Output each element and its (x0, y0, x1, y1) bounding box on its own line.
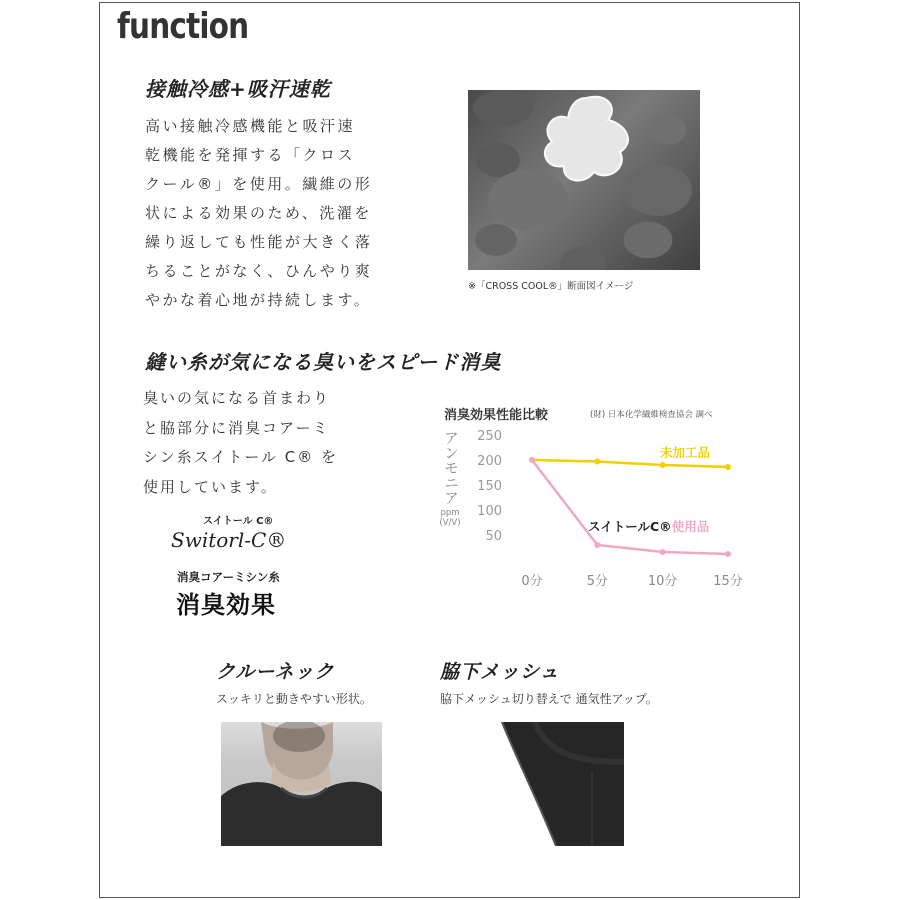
x-tick-label: 0分 (521, 574, 543, 589)
section2-heading: 縫い糸が気になる臭いをスピード消臭 (145, 350, 502, 374)
y-tick-label: 200 (477, 454, 502, 469)
section1-body: 高い接触冷感機能と吸汗速 乾機能を発揮する「クロス クール®」を使用。繊維の形 状による効果のため、洗濯を 繰り返しても性能が大きく落 ちることがなく、ひんやり爽 やかな着心地が持続します。 (145, 117, 373, 309)
series-line (532, 460, 728, 554)
fiber-cross-section-graphic (468, 90, 700, 270)
crew-neck-illustration (221, 722, 382, 846)
chart-yunit: ppm (V/V) (439, 508, 461, 528)
underarm-mesh-illustration (472, 722, 624, 846)
series-label-untreated: 未加工品 (660, 445, 711, 460)
series-line (532, 460, 728, 467)
ammonia-chart (470, 425, 750, 595)
series-point (725, 551, 731, 557)
chart-source: (財) 日本化学繊維検査協会 調べ (590, 410, 713, 420)
feature-crew-neck-desc: スッキリと動きやすい形状。 (216, 692, 372, 706)
y-tick-label: 250 (477, 429, 502, 444)
section1-heading: 接触冷感+吸汗速乾 (145, 77, 331, 101)
x-tick-label: 10分 (647, 574, 678, 589)
chart-ylabel: アンモニア (442, 430, 460, 505)
series-point (594, 542, 600, 548)
series-label-switorl (588, 519, 710, 534)
chart-title: 消臭効果性能比較 (444, 408, 549, 423)
series-point (660, 462, 666, 468)
feature-crew-neck-heading: クルーネック (216, 661, 335, 683)
page-title: function (117, 6, 249, 47)
feature-mesh-desc: 脇下メッシュ切り替えで 通気性アップ。 (440, 692, 658, 706)
section2-body: 臭いの気になる首まわり と脇部分に消臭コアーミ シン糸スイトール C® を 使用しています。 (143, 389, 339, 496)
fiber-image-caption: ※「CROSS COOL®」断面図イメージ (468, 281, 634, 292)
deodorant-thread-label: 消臭コアーミシン糸 (177, 570, 280, 584)
x-tick-label: 5分 (586, 574, 608, 589)
feature-mesh-heading: 脇下メッシュ (440, 661, 560, 683)
crew-neck-photo (221, 722, 382, 846)
y-tick-label: 150 (477, 479, 502, 494)
x-tick-label: 15分 (713, 574, 743, 589)
series-label-prefix: スイトールC® (588, 519, 672, 534)
series-point (594, 459, 600, 465)
deodorant-effect-label: 消臭効果 (176, 591, 276, 619)
cross-cool-fiber-image (468, 90, 700, 270)
series-point (529, 457, 535, 463)
underarm-mesh-photo (472, 722, 624, 846)
y-tick-label: 50 (485, 529, 502, 544)
series-point (725, 464, 731, 470)
series-label-suffix: 使用品 (671, 519, 710, 534)
y-tick-label: 100 (477, 504, 502, 519)
series-point (660, 549, 666, 555)
switorl-logo-kana: スイトール C® (203, 516, 274, 527)
switorl-logo-script: Switorl-C® (171, 528, 287, 552)
